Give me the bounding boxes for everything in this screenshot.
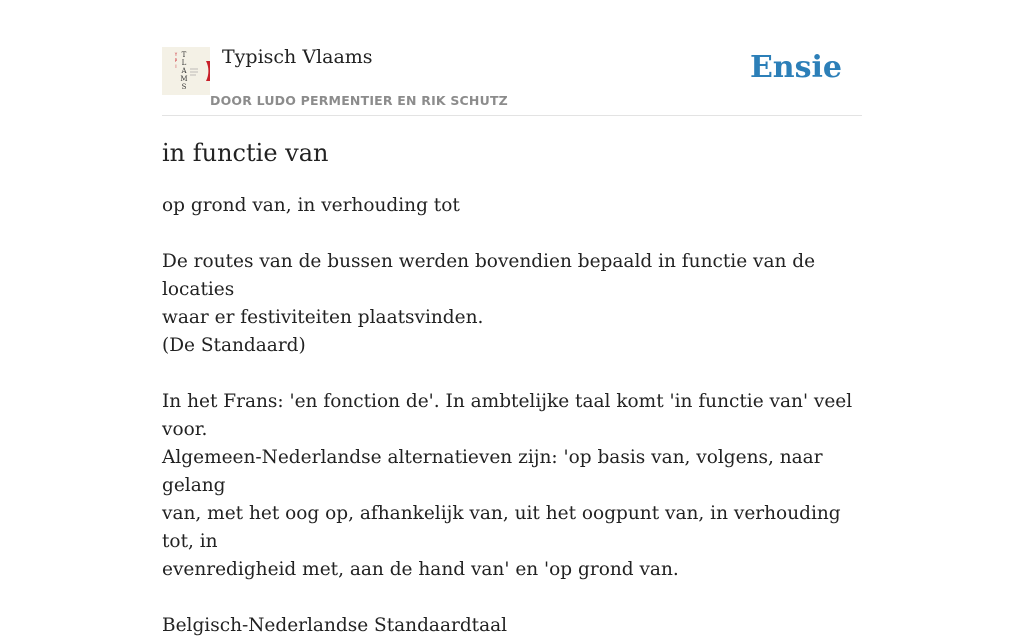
example-line: waar er festiviteiten plaatsvinden. <box>162 307 484 328</box>
svg-text:T: T <box>181 51 187 59</box>
note-line: van, met het oog op, afhankelijk van, uit het oogpunt van, in verhouding tot, in <box>162 503 841 552</box>
entry-category: Belgisch-Nederlandse Standaardtaal <box>162 615 508 636</box>
svg-text:Y: Y <box>174 52 178 57</box>
svg-text:S: S <box>181 83 187 91</box>
note-line: evenredigheid met, aan de hand van' en 'op grond van. <box>162 559 679 580</box>
page-container <box>162 0 862 636</box>
book-title[interactable]: Typisch Vlaams <box>222 46 373 68</box>
book-cover-icon[interactable] <box>162 47 210 95</box>
svg-text:L: L <box>181 59 187 67</box>
note-line: In het Frans: 'en fonction de'. In ambtelijke taal komt 'in functie van' veel voor. <box>162 391 853 440</box>
book-authors: DOOR LUDO PERMENTIER EN RIK SCHUTZ <box>210 93 508 108</box>
entry-term: in functie van <box>162 139 329 167</box>
svg-text:P: P <box>174 58 178 63</box>
svg-text:I: I <box>175 64 177 69</box>
entry-body <box>162 192 862 640</box>
header <box>162 0 862 116</box>
note-line: Algemeen-Nederlandse alternatieven zijn: 'op basis van, volgens, naar gelang <box>162 447 823 496</box>
example-line: De routes van de bussen werden bovendien bepaald in functie van de locaties <box>162 251 816 300</box>
example-source: (De Standaard) <box>162 335 306 356</box>
svg-text:A: A <box>181 67 187 75</box>
entry-definition: op grond van, in verhouding tot <box>162 195 460 216</box>
svg-text:M: M <box>180 75 188 83</box>
brand-logo[interactable]: Ensie <box>749 50 842 85</box>
